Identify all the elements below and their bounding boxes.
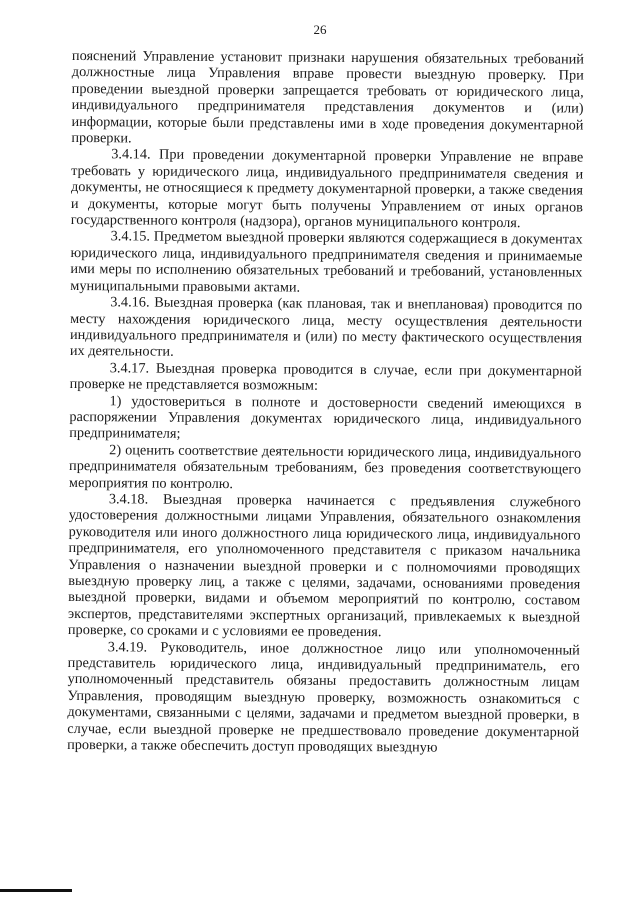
paragraph-3-4-14: 3.4.14. При проведении документарной проверки Управление не вправе требовать у юридического лица, индивидуального предпринимателя сведения и документы, не относящиеся к предмету документарной проверки, а также сведения и документы, которые могут быть получены Управлением от иных органов государственного контроля (надзора), органов муниципального контроля. xyxy=(70,146,584,232)
paragraph-3-4-15: 3.4.15. Предметом выездной проверки являются содержащиеся в документах юридического лица, индивидуального предпринимателя сведения и принимаемые ими меры по исполнению обязательных требований и требований, установленных муниципальными правовыми актами. xyxy=(70,228,583,296)
paragraph-3-4-18: 3.4.18. Выездная проверка начинается с предъявления служебного удостоверения должностными лицами Управления, обязательного ознакомления руководителя или иного должностного лица юридического лица, индивидуального предпринимателя, его уполномоченного представителя с приказом начальника Управления о назначении выездной проверки и с полномочиями проводящих выездную проверку лиц, а также с целями, задачами, основаниями проведения выездной проверки, видами и объемом мероприятий по контролю, составом экспертов, представителями экспертных организаций, привлекаемых к выездной проверке, со сроками и с условиями ее проведения. xyxy=(67,491,581,641)
footer-rule xyxy=(0,889,72,892)
paragraph-3-4-17: 3.4.17. Выездная проверка проводится в случае, если при документарной проверке не представляется возможным: xyxy=(69,359,582,394)
paragraph-3-4-16: 3.4.16. Выездная проверка (как плановая, так и внеплановая) проводится по месту нахождения юридического лица, месту осуществления деятельности индивидуального предпринимателя и (или) по месту фактического осуществления их деятельности. xyxy=(69,294,583,361)
page-number: 26 xyxy=(313,22,327,37)
paragraph-continuation: пояснений Управление установит признаки нарушения обязательных требований должностные лица Управления вправе провести выездную проверку. При проведении выездной проверки запрещается требовать от юридического лица, индивидуального предпринимателя представления документов и (или) информации, которые были представлены ими в ходе проведения документарной проверки. xyxy=(71,48,584,147)
document-body xyxy=(67,48,584,757)
paragraph-3-4-19: 3.4.19. Руководитель, иное должностное лицо или уполномоченный представитель юридического лица, индивидуальный предприниматель, его уполномоченный представитель обязаны предоставить должностным лицам Управления, проводящим выездную проверку, возможность ознакомиться с документами, связанными с целями, задачами и предметом выездной проверки, в случае, если выездной проверке не предшествовало проведение документарной проверки, а также обеспечить доступ проводящих выездную xyxy=(67,638,580,756)
list-item-2: 2) оценить соответствие деятельности юридического лица, индивидуального предпринимателя обязательным требованиям, без проведения соответствующего мероприятия по контролю. xyxy=(68,442,582,492)
list-item-1: 1) удостовериться в полноте и достоверности сведений имеющихся в распоряжении Управления документах юридического лица, индивидуального предпринимателя; xyxy=(69,392,582,443)
